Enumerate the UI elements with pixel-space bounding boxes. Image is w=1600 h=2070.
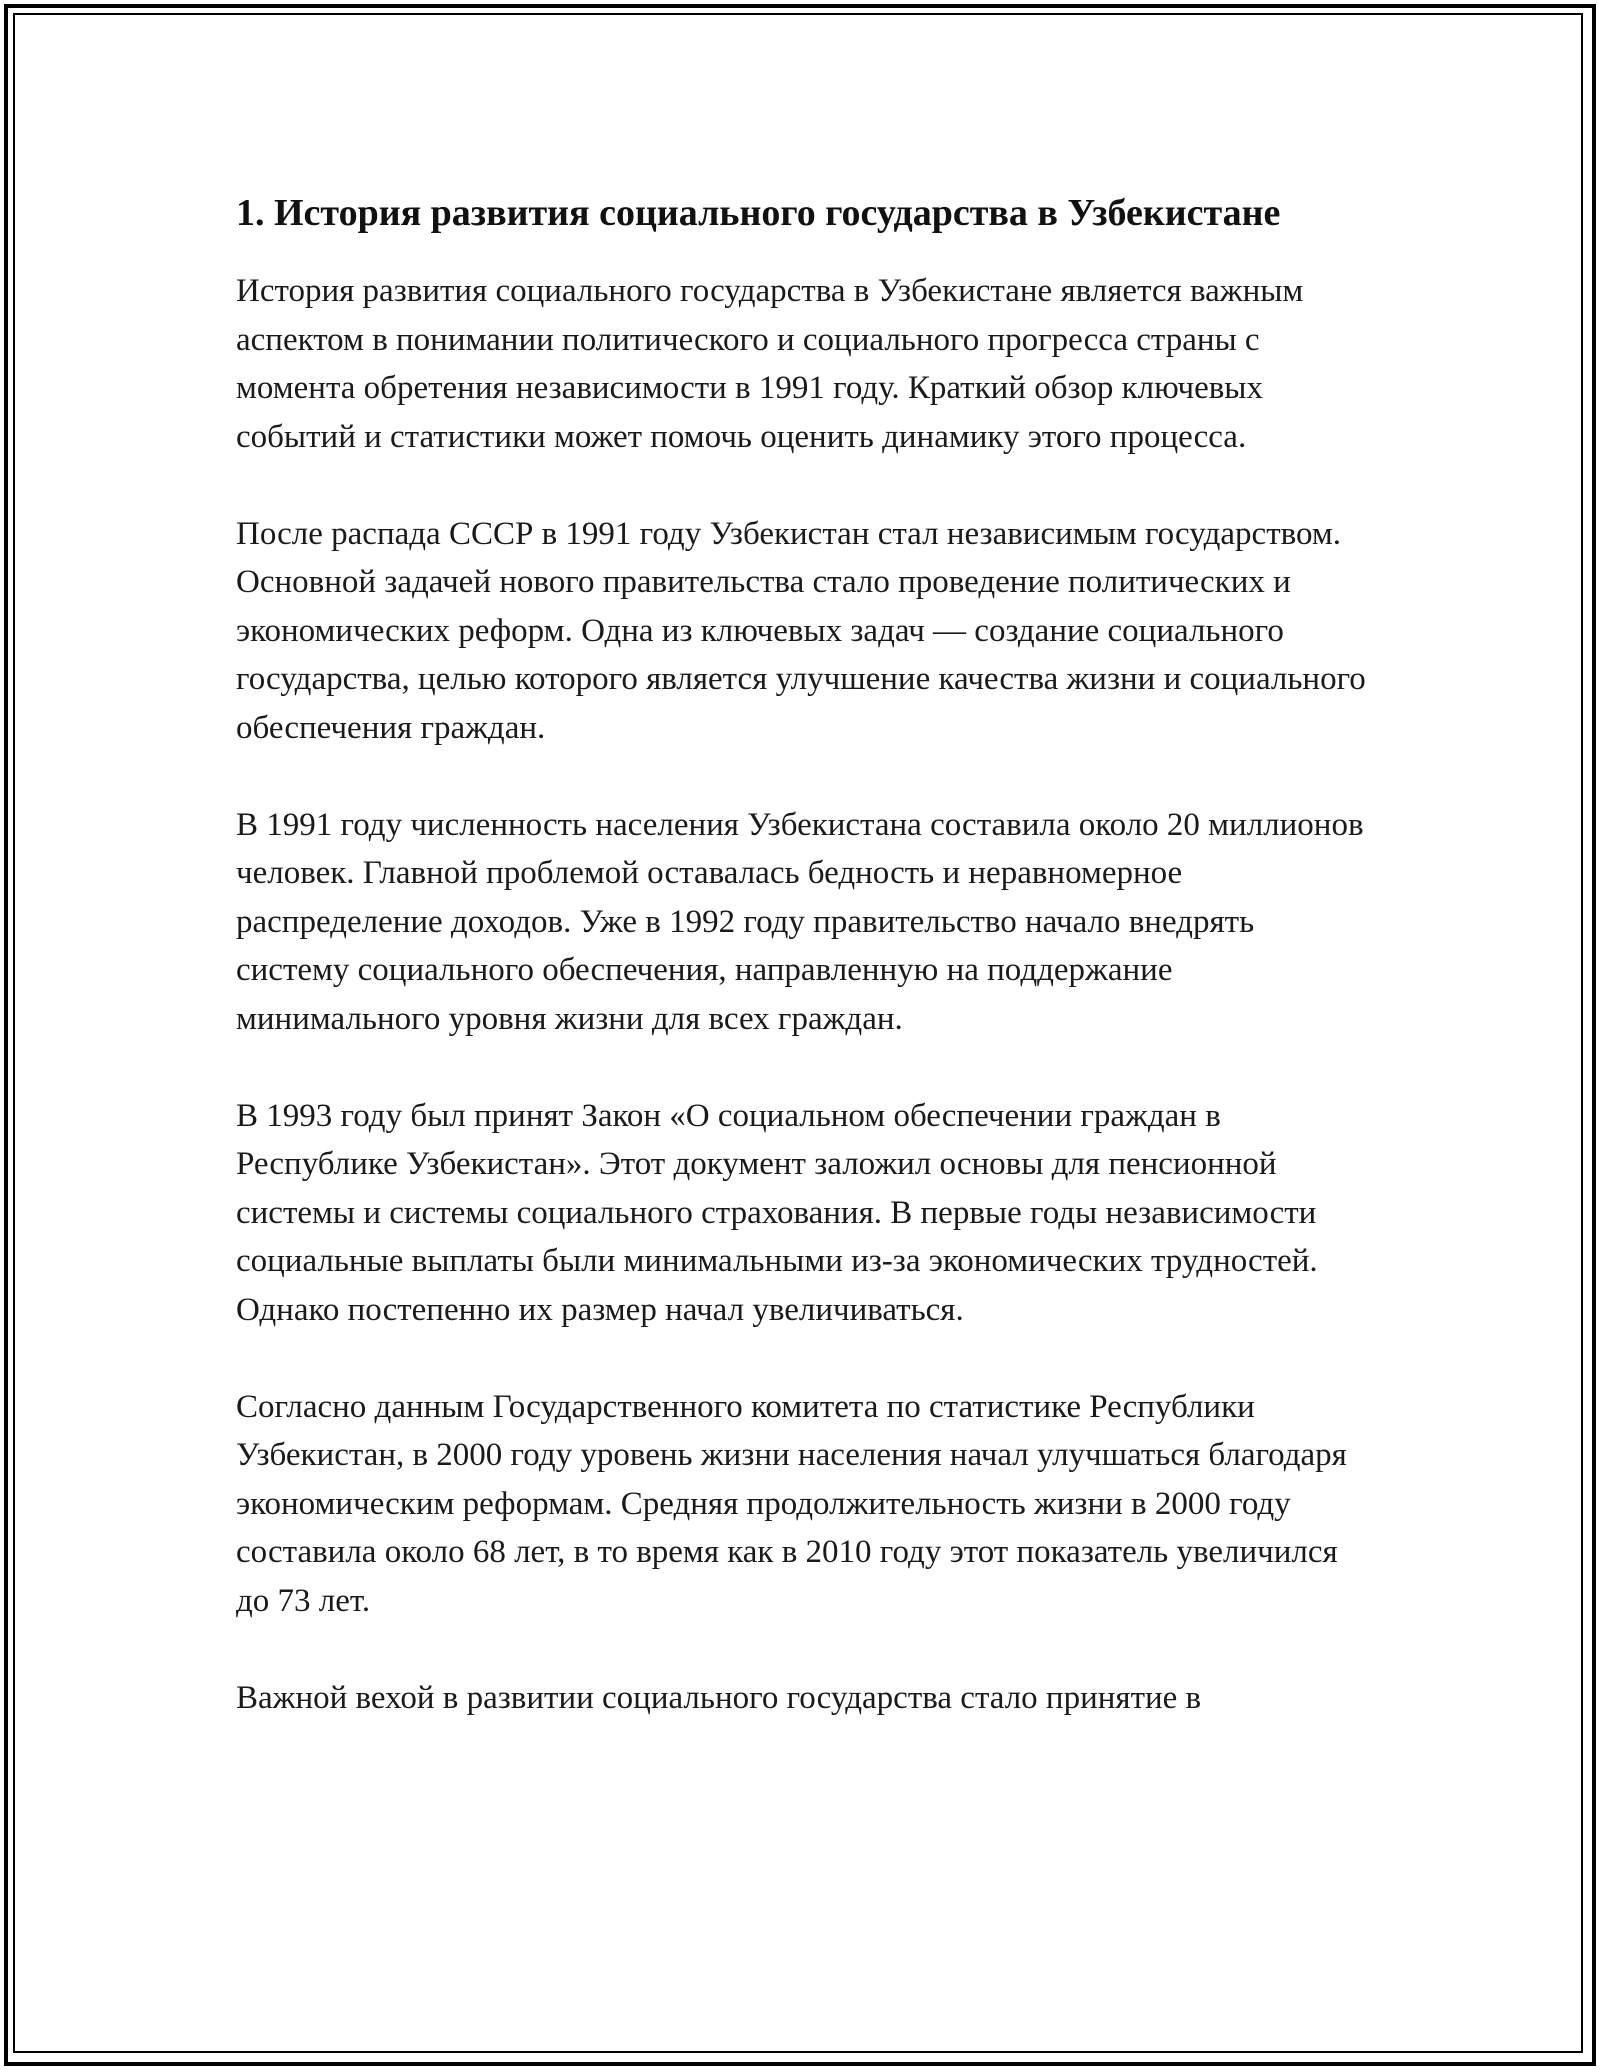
paragraph-6: Важной вехой в развитии социального государства стало принятие в	[236, 1679, 1202, 1716]
paragraph-2: После распада СССР в 1991 году Узбекистан стал независимым государством. Основной задачей нового правительства стало проведение политических и экономических реформ. Одна из ключевых задач — создание социального государства, целью которого является улучшение качества жизни и социального обеспечения граждан.	[236, 515, 1366, 746]
paragraph-5: Согласно данным Государственного комитета по статистике Республики Узбекистан, в 2000 году уровень жизни населения начал улучшаться благодаря экономическим реформам. Средняя продолжительность жизни в 2000 году составила около 68 лет, в то время как в 2010 году этот показатель увеличился до 73 лет.	[236, 1388, 1347, 1619]
paragraph-3: В 1991 году численность населения Узбекистана составила около 20 миллионов человек. Главной проблемой оставалась бедность и неравномерное распределение доходов. Уже в 1992 году правительство начало внедрять систему социального обеспечения, направленную на поддержание минимального уровня жизни для всех граждан.	[236, 806, 1364, 1037]
paragraph-1: История развития социального государства в Узбекистане является важным аспектом в понимании политического и социального прогресса страны с момента обретения независимости в 1991 году. Краткий обзор ключевых событий и статистики может помочь оценить динамику этого процесса.	[236, 273, 1304, 455]
document-body	[236, 186, 1366, 1771]
paragraph-4: В 1993 году был принят Закон «О социальном обеспечении граждан в Республике Узбекистан». Этот документ заложил основы для пенсионной системы и системы социального страхования. В первые годы независимости социальные выплаты были минимальными из-за экономических трудностей. Однако постепенно их размер начал увеличиваться.	[236, 1097, 1318, 1328]
section-heading: 1. История развития социального государства в Узбекистане	[236, 192, 1281, 234]
